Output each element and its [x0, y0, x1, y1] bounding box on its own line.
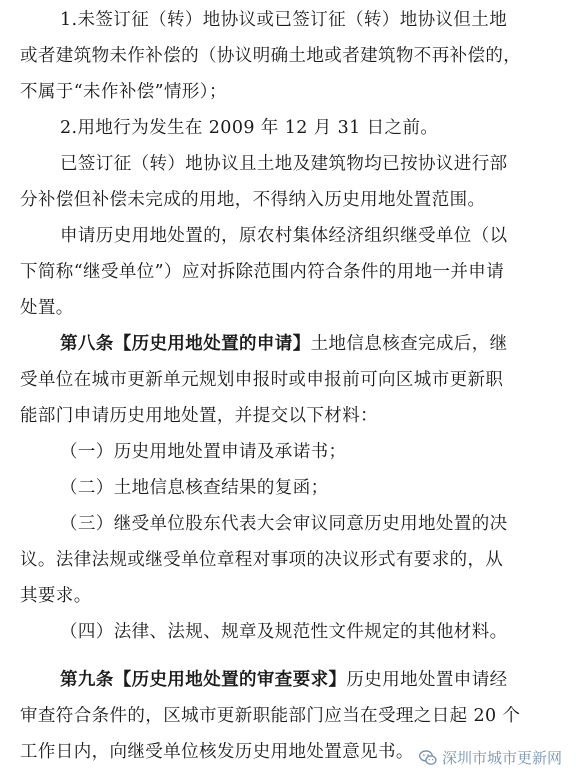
text-line	[20, 662, 560, 698]
text-line: 申请历史用地处置的，原农村集体经济组织继受单位（以	[60, 226, 508, 246]
list-item-3	[20, 506, 560, 614]
text-line: 下简称“继受单位”）应对拆除范围内符合条件的用地一并申请	[20, 262, 505, 282]
list-item-1	[20, 434, 560, 470]
text-line: 议。法律法规或继受单位章程对事项的决议形式有要求的，从	[20, 550, 504, 570]
text-line: 审查符合条件的，区城市更新职能部门应当在受理之日起 20 个	[20, 706, 521, 726]
wechat-icon	[418, 748, 438, 768]
text-line: 已签订征（转）地协议且土地及建筑物均已按协议进行部	[60, 154, 508, 174]
text-line: 分补偿但补偿未完成的用地，不得纳入历史用地处置范围。	[20, 190, 486, 210]
text-line: 其要求。	[20, 586, 92, 606]
text-line: 2.用地行为发生在 2009 年 12 月 31 日之前。	[60, 118, 439, 138]
text-line: （二）土地信息核查结果的复函；	[60, 478, 329, 498]
watermark-text: 深圳市城市更新网	[441, 749, 562, 767]
text-line: 不属于“未作补偿”情形）；	[20, 82, 227, 102]
text-line: 处置。	[20, 298, 74, 318]
text-run: 土地信息核查完成后，继	[310, 334, 508, 354]
text-line: 工作日内，向继受单位核发历史用地处置意见书。	[20, 742, 414, 762]
article-8-paragraph	[20, 326, 560, 434]
text-line: 1.未签订征（转）地协议或已签订征（转）地协议但土地	[60, 10, 508, 30]
article-8-heading: 第八条【历史用地处置的申请】	[60, 334, 311, 354]
text-line: 受单位在城市更新单元规划申报时或申报前可向区城市更新职	[20, 370, 504, 390]
paragraph-item-2	[20, 110, 560, 146]
article-9-heading: 第九条【历史用地处置的审查要求】	[60, 670, 347, 690]
text-line: （一）历史用地处置申请及承诺书；	[60, 442, 347, 462]
text-run: 历史用地处置申请经	[346, 670, 508, 690]
paragraph-successor-unit	[20, 218, 560, 326]
text-line: （三）继受单位股东代表大会审议同意历史用地处置的决	[60, 514, 508, 534]
text-line: 或者建筑物未作补偿的（协议明确土地或者建筑物不再补偿的，	[20, 46, 522, 66]
text-line: （四）法律、法规、规章及规范性文件规定的其他材料。	[60, 622, 508, 642]
list-item-2	[20, 470, 560, 506]
paragraph-item-1	[20, 2, 560, 110]
text-line	[20, 326, 560, 362]
watermark	[418, 747, 562, 768]
text-line: 能部门申请历史用地处置，并提交以下材料：	[20, 406, 378, 426]
paragraph-excluded-land	[20, 146, 560, 218]
list-item-4	[20, 614, 560, 650]
